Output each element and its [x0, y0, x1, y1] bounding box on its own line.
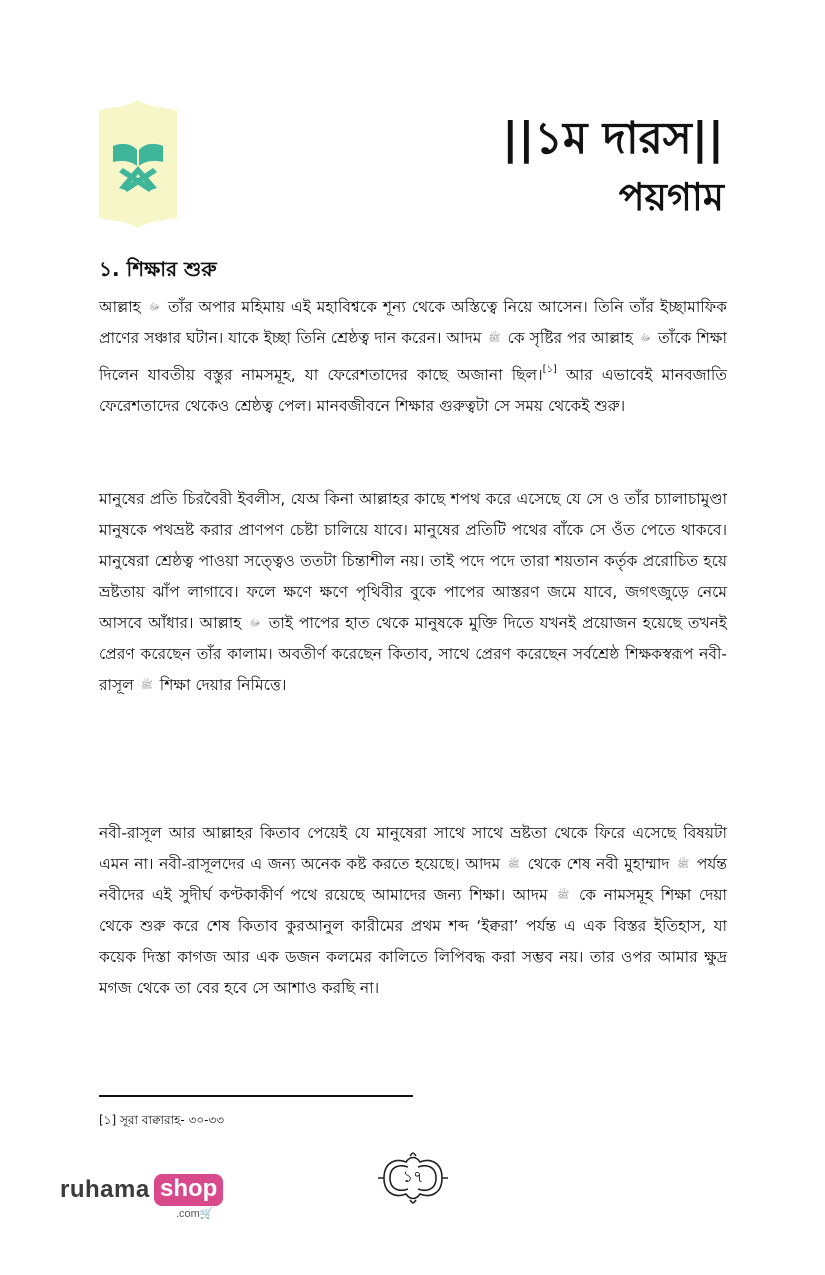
page-number: ১৭: [402, 1167, 424, 1186]
text-span: নবী-রাসূল আর আল্লাহর কিতাব পেয়েই যে মানুষেরা সাথে সাথে ভ্রষ্টতা থেকে ফিরে এসেছে বিষয়টা এমন না। নবী-রাসূলদের এ জন্য অনেক কষ্ট করতে হয়েছে। আদম: [99, 824, 727, 873]
chapter-title: পয়গাম: [618, 175, 724, 219]
text-span: মানুষের প্রতি চিরবৈরী ইবলীস, যেঅ কিনা আল্লাহর কাছে শপথ করে এসেছে যে সে ও তাঁর চ্যালাচামুণ্ডা মানুষকে পথভ্রষ্ট করার প্রাণপণ চেষ্টা চালিয়ে যাবে। মানুষের প্রতিটি পথের বাঁকে সে ওঁত পেতে থাকবে। মানুষেরা শ্রেষ্ঠত্ব পাওয়া সত্ত্বেও ততটা চিন্তাশীল নয়। তাই পদে পদে তারা শয়তান কর্তৃক প্ররোচিত হয়ে ভ্রষ্টতায় ঝাঁপ লাগাবে। ফলে ক্ষণে ক্ষণে পৃথিবীর বুকে পাপের আস্তরণ জমে যাবে, জগৎজুড়ে নেমে আসবে আঁধার। আল্লাহ: [99, 490, 727, 632]
salutation-icon: ﷻ: [249, 618, 261, 629]
salutation-icon: ﷺ: [488, 333, 501, 344]
paragraph: [99, 818, 727, 1004]
text-span: থেকে শেষ নবী মুহাম্মাদ: [527, 855, 670, 873]
salutation-icon: ﷺ: [557, 890, 570, 901]
text-span: তাঁকে শিক্ষা দিলেন যাবতীয় বস্তুর নামসমূহ, যা ফেরেশতাদের কাছে অজানা ছিল।: [99, 329, 727, 384]
text-span: শিক্ষা দেয়ার নিমিত্তে।: [159, 676, 287, 694]
text-span: কে নামসমূহ শিক্ষা দেয়া থেকে শুরু করে শেষ কিতাব কুরআনুল কারীমের প্রথম শব্দ ‘ইক্বরা’ পর্যন্ত এ এক বিস্তর ইতিহাস, যা কয়েক দিস্তা কাগজ আর এক ডজন কলমের কালিতে লিপিবদ্ধ করা সম্ভব নয়। তার ওপর আমার ক্ষুদ্র মগজ থেকে তা বের হবে সে আশাও করছি না।: [99, 886, 727, 997]
salutation-icon: ﷺ: [507, 859, 520, 870]
logo-domain: .com🛒: [176, 1208, 214, 1220]
footnote-reference[interactable]: [১]: [542, 364, 557, 375]
text-span: তাই পাপের হাত থেকে মানুষকে মুক্তি দিতে যখনই প্রয়োজন হয়েছে তখনই প্রেরণ করেছেন তাঁর কালাম। অবতীর্ণ করেছেন কিতাব, সাথে প্রেরণ করেছেন সর্বশ্রেষ্ঠ শিক্ষকস্বরূপ নবী-রাসূল: [99, 614, 727, 694]
salutation-icon: ﷻ: [148, 302, 161, 313]
section-heading: ১. শিক্ষার শুরু: [99, 257, 217, 281]
footnote: [১] সূরা বাক্বারাহ- ৩০-৩৩: [99, 1113, 225, 1127]
footnote-divider: [99, 1095, 413, 1097]
salutation-icon: ﷻ: [639, 333, 652, 344]
logo-text: ruhama: [60, 1176, 150, 1203]
logo-badge: shop: [154, 1174, 223, 1206]
lesson-number: ||১ম দারস||: [502, 113, 724, 164]
text-span: আল্লাহ: [99, 298, 141, 316]
salutation-icon: ﷺ: [140, 680, 153, 691]
salutation-icon: ﷺ: [677, 859, 690, 870]
quran-emblem-icon: [99, 100, 177, 228]
paragraph: [99, 484, 727, 701]
text-span: আর এভাবেই মানবজাতি ফেরেশতাদের থেকেও শ্রেষ্ঠত্ব পেল। মানবজীবনে শিক্ষার গুরুত্বটা সে সময় থেকেই শুরু।: [99, 366, 727, 415]
text-span: কে সৃষ্টির পর আল্লাহ: [507, 329, 633, 347]
paragraph: [99, 292, 727, 422]
text-span: তাঁর অপার মহিমায় এই মহাবিশ্বকে শূন্য থেকে অস্তিত্বে নিয়ে আসেন। তিনি তাঁর ইচ্ছামাফিক প্রাণের সঞ্চার ঘটান। যাকে ইচ্ছা তিনি শ্রেষ্ঠত্ব দান করেন। আদম: [99, 298, 727, 347]
text-span: পর্যন্ত নবীদের এই সুদীর্ঘ কণ্টকাকীর্ণ পথে রয়েছে আমাদের জন্য শিক্ষা। আদম: [99, 855, 727, 904]
